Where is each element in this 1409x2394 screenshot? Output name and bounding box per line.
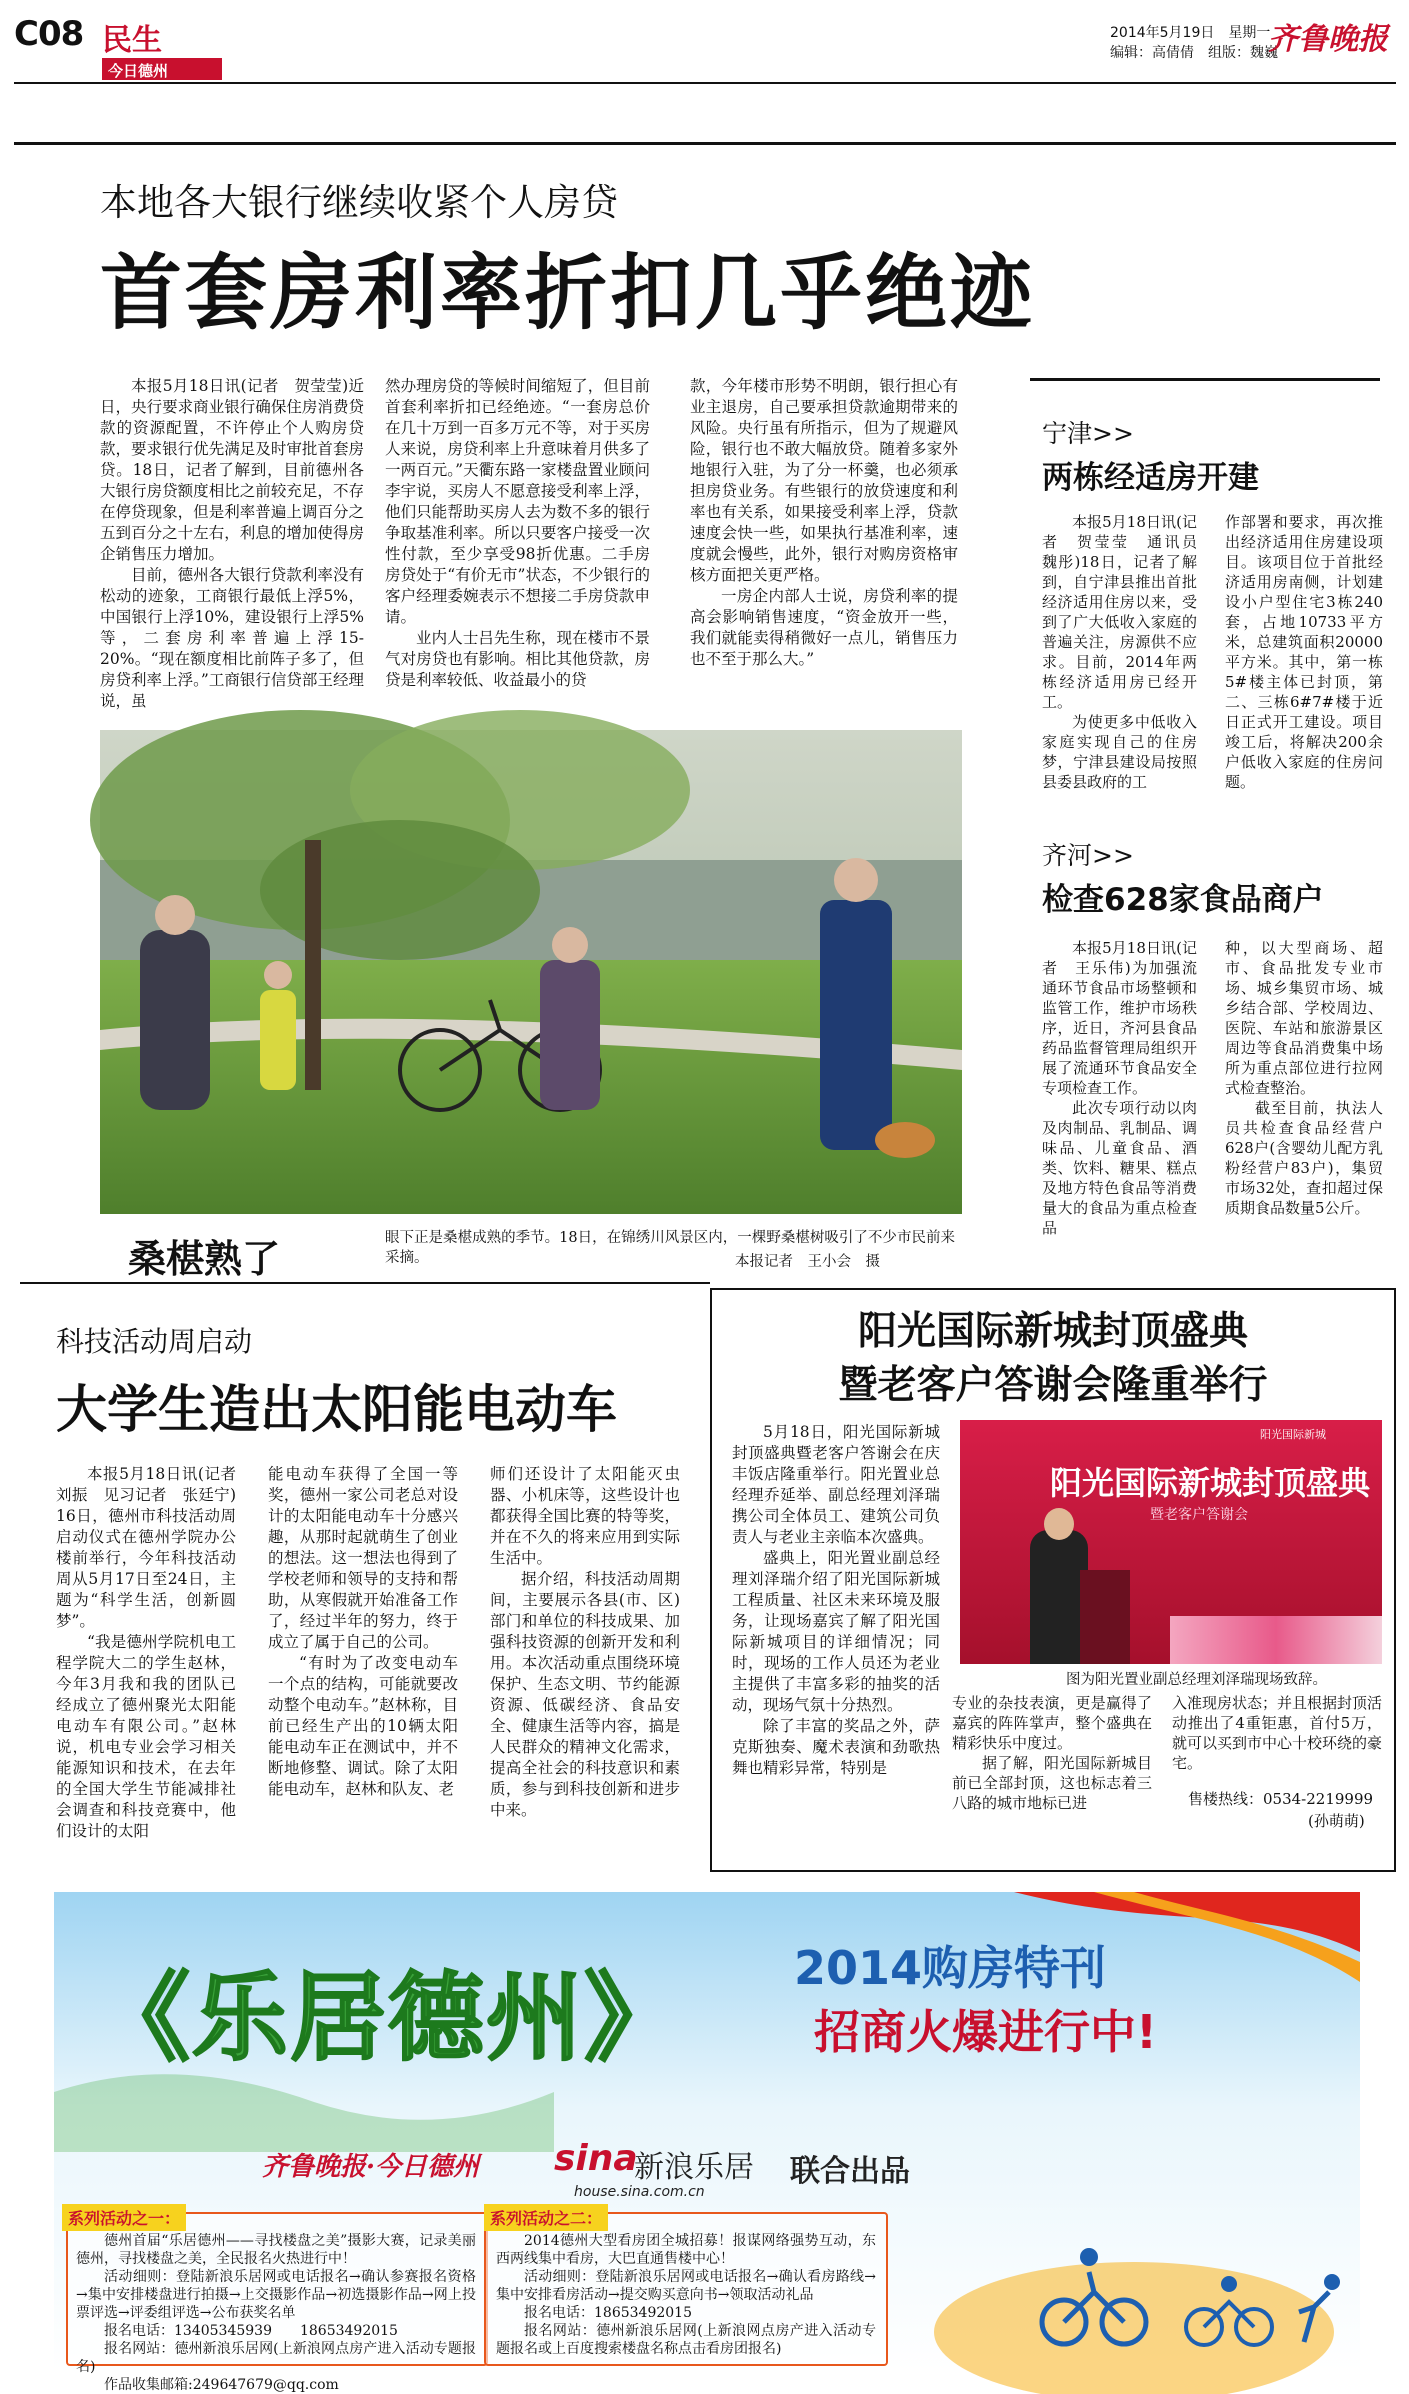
- ad-act1-line: 作品收集邮箱:249647679@qq.com: [104, 2377, 339, 2393]
- science-col2-para: 能电动车获得了全国一等奖，德州一家公司老总对设计的太阳能电动车十分感兴趣，从那时起就萌生了创业的想法。这一想法也得到了学校老师和领导的支持和帮助，从寒假就开始准备工作了，经过半年的努力，终于成立了属于自己的公司。: [268, 1465, 458, 1651]
- sunshine-hotline: 售楼热线：0534-2219999: [1188, 1790, 1374, 1808]
- sunshine-para: 5月18日，阳光国际新城封顶盛典暨老客户答谢会在庆丰饭店隆重举行。阳光置业总经理乔延举、副总经理刘泽瑞携公司全体员工、建筑公司负责人与老业主亲临本次盛典。: [732, 1423, 940, 1546]
- ad-act2-line: 报名电话：18653492015: [524, 2305, 692, 2321]
- stage-logo: 阳光国际新城: [1260, 1428, 1326, 1441]
- stage-banner-text: 阳光国际新城封顶盛典: [1050, 1464, 1371, 1502]
- ad-activity-2-tag: 系列活动之二：: [484, 2204, 608, 2231]
- science-headline: 大学生造出太阳能电动车: [56, 1381, 618, 1440]
- brief1-right-col: [1225, 512, 1383, 792]
- lead-col2-para: 然办理房贷的等候时间缩短了，但目前首套利率折扣已经绝迹。“一套房总价在几十万到一百多万元不等，对于买房人来说，房贷利率上升意味着月供多了一两百元。”天衢东路一家楼盘置业顾问李宇说，买房人不愿意接受利率上浮，他们只能帮助买房人去为数不多的银行争取基准利率。所以只要客户接受一次性付款，至少享受98折优惠。二手房房贷处于“有价无市”状态，不少银行的客户经理委婉表示不想接二手房贷款申请。: [385, 377, 650, 626]
- header-rule: [14, 82, 1396, 84]
- ad-act2-line: 活动细则：登陆新浪乐居网或电话报名→确认看房路线→集中安排看房活动→提交购买意向书→领取活动礼品: [496, 2269, 876, 2303]
- sunshine-byline: (孙萌萌): [1308, 1812, 1365, 1830]
- stage-flowers: [1170, 1616, 1382, 1664]
- sunshine-para: 入准现房状态；并且根据封顶活动推出了4重钜惠，首付5万，就可以买到市中心十校环绕的豪宅。: [1172, 1694, 1383, 1772]
- mulberry-photo-art: [100, 730, 962, 1214]
- brief2-para: 本报5月18日讯(记者 王乐伟)为加强流通环节食品市场整顿和监管工作，维护市场秩序，近日，齐河县食品药品监督管理局组织开展了流通环节食品安全专项检查工作。: [1042, 939, 1197, 1097]
- sunshine-photo: [960, 1420, 1382, 1664]
- leju-ad: [54, 1892, 1360, 2393]
- science-kicker: 科技活动周启动: [56, 1325, 253, 1358]
- brief1-para: 作部署和要求，再次推出经济适用住房建设项目。该项目位于首批经济适用房南侧，计划建设小户型住宅3栋240套，占地10733平方米，总建筑面积20000平方米。其中，第一栋5#楼主体已封顶，第二、三栋6#7#楼于近日正式开工建设。项目竣工后，将解决200余户低收入家庭的住房问题。: [1225, 513, 1383, 791]
- ad-activity-1-text: [76, 2232, 476, 2394]
- photo-feature-caption: 眼下正是桑椹成熟的季节。18日，在锦绣川风景区内，一棵野桑椹树吸引了不少市民前来采摘。: [385, 1230, 955, 1266]
- lead-column-1: [100, 376, 364, 712]
- ad-act1-line: 报名网站：德州新浪乐居网(上新浪网点房产进入活动专题报名): [76, 2341, 476, 2375]
- sunshine-photo-caption: 图为阳光置业副总经理刘泽瑞现场致辞。: [1066, 1672, 1327, 1688]
- sunshine-bottom-col-1: [952, 1693, 1152, 1813]
- sunshine-left-col: [732, 1422, 940, 1779]
- sidebar-rule: [1030, 378, 1380, 381]
- lead-kicker: 本地各大银行继续收紧个人房贷: [100, 181, 618, 224]
- lead-column-3: [690, 376, 958, 670]
- science-column-3: [490, 1464, 680, 1821]
- science-column-1: [56, 1464, 252, 1842]
- mulberry-photo: [100, 730, 962, 1214]
- ad-special-issue: 2014购房特刊: [794, 1941, 1107, 1995]
- photo-credit: 本报记者 王小会 摄: [735, 1254, 880, 1270]
- ad-act2-line: 2014德州大型看房团全城招募！报谋网络强势互动，东西两线集中看房，大巴直通售楼中心！: [496, 2233, 876, 2267]
- podium: [1080, 1570, 1130, 1664]
- lead-column-2: [385, 376, 650, 691]
- ad-sina-url: house.sina.com.cn: [574, 2184, 705, 2200]
- ad-act1-line: 活动细则：登陆新浪乐居网或电话报名→确认参赛报名资格→集中安排楼盘进行拍摄→上交摄影作品→初选摄影作品→网上投票评选→评委组评选→公布获奖名单: [76, 2269, 476, 2321]
- brief1-para: 本报5月18日讯(记者 贺莹莹 通讯员 魏彤)18日，记者了解到，自宁津县推出首批经济适用住房以来，受到了广大低收入家庭的普遍关注，房源供不应求。目前，2014年两栋经济适用房已经开工。: [1042, 513, 1213, 711]
- stage-banner-subtext: 暨老客户答谢会: [1150, 1507, 1248, 1523]
- science-col3-para: 师们还设计了太阳能灭虫器、小机床等，这些设计也都获得全国比赛的特等奖，并在不久的将来应用到实际生活中。: [490, 1465, 680, 1567]
- ad-sina-leju: 新浪乐居: [634, 2150, 754, 2185]
- brief2-para: 此次专项行动以肉及肉制品、乳制品、调味品、儿童食品、酒类、饮料、糖果、糕点及地方特色食品等消费量大的食品为重点检查品: [1042, 1099, 1197, 1237]
- science-col3-para: 据介绍，科技活动周期间，主要展示各县(市、区)部门和单位的科技成果、加强科技资源的创新开发和利用。本次活动重点围绕环境保护、生态文明、节约能源资源、低碳经济、食品安全、健康生活等内容，搞是人民群众的精神文化需求，提高全社会的科技意识和素质，参与到科技创新和进步中来。: [490, 1570, 680, 1819]
- sunshine-para: 据了解，阳光国际新城目前已全部封顶，这也标志着三八路的城市地标已进: [952, 1754, 1152, 1812]
- subsection-name: 今日德州: [108, 62, 169, 80]
- sunshine-para: 除了丰富的奖品之外，萨克斯独奏、魔术表演和劲歌热舞也精彩异常，特别是: [732, 1717, 940, 1777]
- lead-col2-para: 业内人士吕先生称，现在楼市不景气对房贷也有影响。相比其他贷款，房贷是利率较低、收益最小的贷: [385, 629, 650, 689]
- sunshine-para: 专业的杂技表演，更是赢得了嘉宾的阵阵掌声，整个盛典在精彩快乐中度过。: [952, 1694, 1152, 1752]
- brief2-place: 齐河>>: [1042, 841, 1134, 870]
- brief1-para: 为使更多中低收入家庭实现自己的住房梦，宁津县建设局按照县委县政府的工: [1042, 713, 1197, 791]
- sunshine-headline-1: 阳光国际新城封顶盛典: [857, 1309, 1248, 1354]
- science-column-2: [268, 1464, 458, 1800]
- sunshine-para: 盛典上，阳光置业副总经理刘泽瑞介绍了阳光国际新城工程质量、社区未来环境及服务，让现场嘉宾了解了阳光国际新城项目的详细情况；同时，现场的工作人员还为老业主提供了丰富多彩的抽奖的活动，现场气氛十分热烈。: [732, 1549, 940, 1714]
- ad-partner1: 齐鲁晚报·今日德州: [262, 2152, 480, 2182]
- ad-activity-2-text: [496, 2232, 876, 2358]
- brief1-place: 宁津>>: [1042, 419, 1134, 448]
- brief1-left-col: [1042, 512, 1213, 792]
- brief2-left-col: [1042, 938, 1197, 1238]
- lead-col1-para: 目前，德州各大银行贷款利率没有松动的迹象，工商银行最低上浮5%，中国银行上浮10%，建设银行上浮5%等，二套房利率普遍上浮15-20%。“现在额度相比前阵子多了，但房贷利率上浮。”工商银行信贷部王经理说，虽: [100, 566, 364, 710]
- ad-sina-logo: sina: [554, 2138, 638, 2179]
- page-number: C08: [14, 14, 84, 54]
- lead-col3-para: 一房企内部人士说，房贷利率的提高会影响销售速度，“资金放开一些，我们就能卖得稍微好一点儿，销售压力也不至于那么大。”: [690, 587, 958, 668]
- ad-act1-line: 报名电话：13405345939 18653492015: [104, 2323, 398, 2339]
- science-col1-para: 本报5月18日讯(记者 刘振 见习记者 张廷宁) 16日，德州市科技活动周启动仪式在德州学院办公楼前举行，今年科技活动周从5月17日至24日，主题为“科学生活，创新圆梦”。: [56, 1465, 252, 1630]
- ad-act2-line: 报名网站：德州新浪乐居网(上新浪网点房产进入活动专题报名或上百度搜索楼盘名称点击看房团报名): [496, 2323, 876, 2357]
- photo-feature-title: 桑椹熟了: [128, 1237, 281, 1281]
- lead-col3-para: 款，今年楼市形势不明朗，银行担心有业主退房，自己要承担贷款逾期带来的风险。央行虽有所指示，但为了规避风险，银行也不敢大幅放贷。随着多家外地银行入驻，为了分一杯羹，也必须承担房贷业务。有些银行的放贷速度和利率也有关系，如果接受利率上浮，贷款速度会快一些，如果执行基准利率，速度就会慢些，此外，银行对购房资格审核方面把关更严格。: [690, 377, 958, 584]
- science-col1-para: “我是德州学院机电工程学院大二的学生赵林，今年3月我和我的团队已经成立了德州聚光太阳能电动车有限公司。”赵林说，机电专业会学习相关能源知识和技术，在去年的全国大学生节能减排社会调查和科技竞赛中，他们设计的太阳: [56, 1633, 236, 1840]
- ad-activity-1-tag: 系列活动之一：: [62, 2204, 186, 2231]
- lead-col1-para: 本报5月18日讯(记者 贺莹莹)近日，央行要求商业银行确保住房消费贷款的资源配置，不许停止个人购房贷款，要求银行优先满足及时审批首套房贷。18日，记者了解到，目前德州各大银行房贷额度相比之前较充足，不存在停贷现象，但是利率普遍上调百分之五到百分之十左右，利息的增加使得房企销售压力增加。: [100, 377, 364, 563]
- ad-joint-production: 联合出品: [790, 2154, 910, 2189]
- top-separator: [14, 142, 1396, 145]
- section-name: 民生: [102, 23, 162, 58]
- brief2-headline: 检查628家食品商户: [1042, 882, 1324, 918]
- ad-big-title: 《乐居德州》: [94, 1961, 682, 2074]
- brief2-right-col: [1225, 938, 1383, 1218]
- science-rule: [20, 1282, 710, 1284]
- date-line: 2014年5月19日 星期一: [1110, 25, 1271, 41]
- lead-headline: 首套房利率折扣几乎绝迹: [100, 246, 1036, 341]
- ad-recruit: 招商火爆进行中!: [814, 2005, 1157, 2059]
- brief2-para: 截至目前，执法人员共检查食品经营户628户(含婴幼儿配方乳粉经营户83户)，集贸市场32处，查扣超过保质期食品数量5公斤。: [1225, 1099, 1383, 1217]
- ad-act1-line: 德州首届“乐居德州——寻找楼盘之美”摄影大赛，记录美丽德州，寻找楼盘之美，全民报名火热进行中！: [76, 2233, 476, 2267]
- cyclists-illustration: [954, 2192, 1354, 2362]
- editor-line: 编辑：高倩倩 组版：魏巍: [1110, 45, 1278, 61]
- science-col2-para: “有时为了改变电动车一个点的结构，可能就要改动整个电动车。”赵林称，目前已经生产出的10辆太阳能电动车正在测试中，并不断地修整、调试。除了太阳能电动车，赵林和队友、老: [268, 1654, 458, 1798]
- sunshine-bottom-col-2: [1172, 1693, 1382, 1773]
- speaker-head: [1044, 1508, 1074, 1540]
- brief1-headline: 两栋经适房开建: [1042, 460, 1259, 496]
- paper-logo: 齐鲁晚报: [1268, 22, 1388, 57]
- sunshine-headline-2: 暨老客户答谢会隆重举行: [838, 1363, 1268, 1408]
- brief2-para: 种，以大型商场、超市、食品批发专业市场、城乡集贸市场、城乡结合部、学校周边、医院、车站和旅游景区周边等食品消费集中场所为重点部位进行拉网式检查整治。: [1225, 939, 1383, 1097]
